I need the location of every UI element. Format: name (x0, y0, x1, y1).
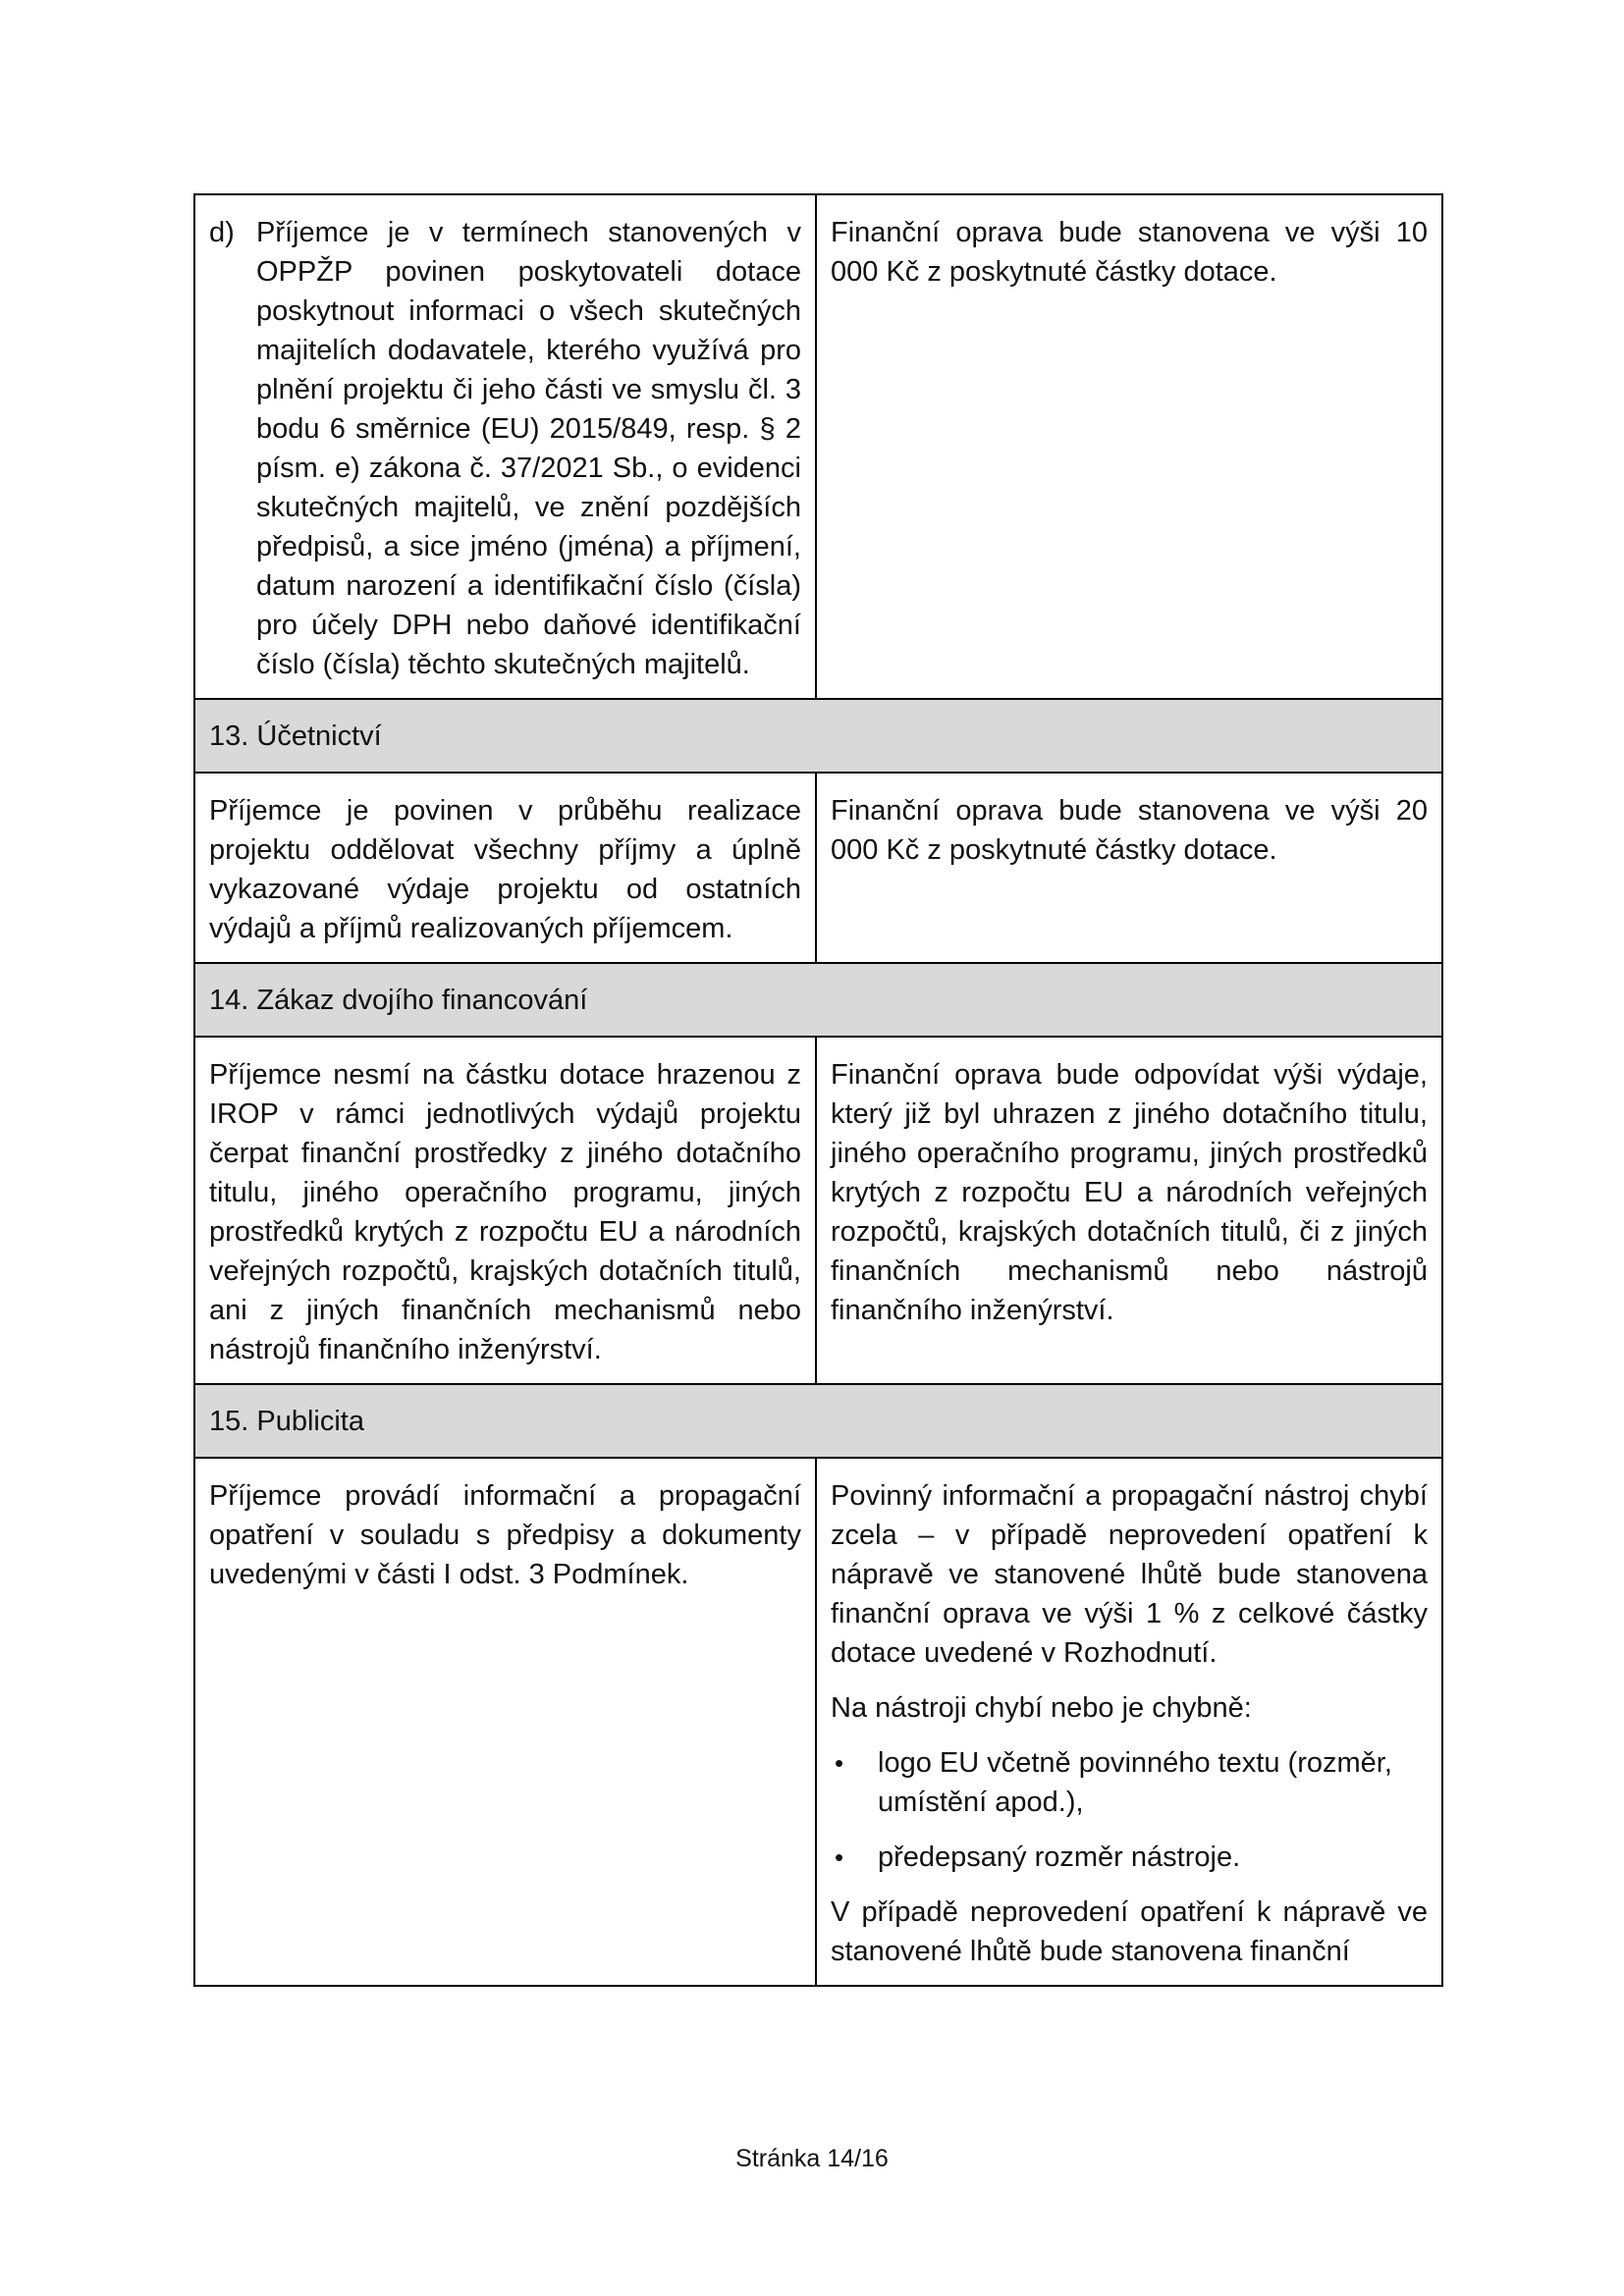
bullet-icon: • (835, 1842, 844, 1872)
table-cell-condition: Příjemce je povinen v průběhu realizace projektu oddělovat všechny příjmy a úplně vykazované výdaje projektu od ostatních výdajů a příjmů realizovaných příjemcem. (194, 773, 816, 963)
section-title: 15. Publicita (194, 1384, 1442, 1458)
table-cell-correction: Finanční oprava bude odpovídat výši výdaje, který již byl uhrazen z jiného dotačního titulu, jiného operačního programu, jiných prostředků krytých z rozpočtu EU a národních veřejných rozpočtů, krajských dotačních titulů, či z jiných finančních mechanismů nebo nástrojů finančního inženýrství. (816, 1037, 1442, 1384)
conditions-table (193, 193, 1443, 1987)
table-cell-correction: Finanční oprava bude stanovena ve výši 20 000 Kč z poskytnuté částky dotace. (816, 773, 1442, 963)
table-row (194, 1458, 1442, 1986)
paragraph: V případě neprovedení opatření k nápravě ve stanovené lhůtě bude stanovena finanční (831, 1896, 1428, 1967)
section-header-row (194, 963, 1442, 1037)
list-item (831, 1838, 1428, 1877)
bullet-icon: • (835, 1748, 844, 1778)
section-title: 14. Zákaz dvojího financování (194, 963, 1442, 1037)
list-item (209, 213, 801, 684)
table-cell-condition (194, 194, 816, 699)
table-cell-condition: Příjemce provádí informační a propagační opatření v souladu s předpisy a dokumenty uvedenými v části I odst. 3 Podmínek. (194, 1458, 816, 1986)
item-text: Příjemce je v termínech stanovených v OPPŽP povinen poskytovateli dotace poskytnout informaci o všech skutečných majitelích dodavatele, kterého využívá pro plnění projektu či jeho části ve smyslu čl. 3 bodu 6 směrnice (EU) 2015/849, resp. § 2 písm. e) zákona č. 37/2021 Sb., o evidenci skutečných majitelů, ve znění pozdějších předpisů, a sice jméno (jména) a příjmení, datum narození a identifikační číslo (čísla) pro účely DPH nebo daňové identifikační číslo (čísla) těchto skutečných majitelů. (256, 217, 801, 680)
section-header-row (194, 1384, 1442, 1458)
page-number: Stránka 14/16 (735, 2145, 889, 2172)
section-title: 13. Účetnictví (194, 699, 1442, 773)
table-row (194, 194, 1442, 699)
list-item (831, 1743, 1428, 1822)
table-cell-correction (816, 1458, 1442, 1986)
table-cell-condition: Příjemce nesmí na částku dotace hrazenou z IROP v rámci jednotlivých výdajů projektu čerpat finanční prostředky z jiného dotačního titulu, jiného operačního programu, jiných prostředků krytých z rozpočtu EU a národních veřejných rozpočtů, krajských dotačních titulů, ani z jiných finančních mechanismů nebo nástrojů finančního inženýrství. (194, 1037, 816, 1384)
list-item-text: logo EU včetně povinného textu (rozměr, umístění apod.), (878, 1747, 1392, 1818)
paragraph: Na nástroji chybí nebo je chybně: (831, 1692, 1252, 1724)
table-row (194, 1037, 1442, 1384)
section-header-row (194, 699, 1442, 773)
list-item-text: předepsaný rozměr nástroje. (878, 1842, 1241, 1873)
table-row (194, 773, 1442, 963)
item-letter: d) (209, 217, 235, 248)
bullet-list (831, 1743, 1428, 1877)
paragraph: Povinný informační a propagační nástroj chybí zcela – v případě neprovedení opatření k nápravě ve stanovené lhůtě bude stanovena finanční oprava ve výši 1 % z celkové částky dotace uvedené v Rozhodnutí. (831, 1480, 1428, 1669)
table-cell-correction: Finanční oprava bude stanovena ve výši 10 000 Kč z poskytnuté částky dotace. (816, 194, 1442, 699)
